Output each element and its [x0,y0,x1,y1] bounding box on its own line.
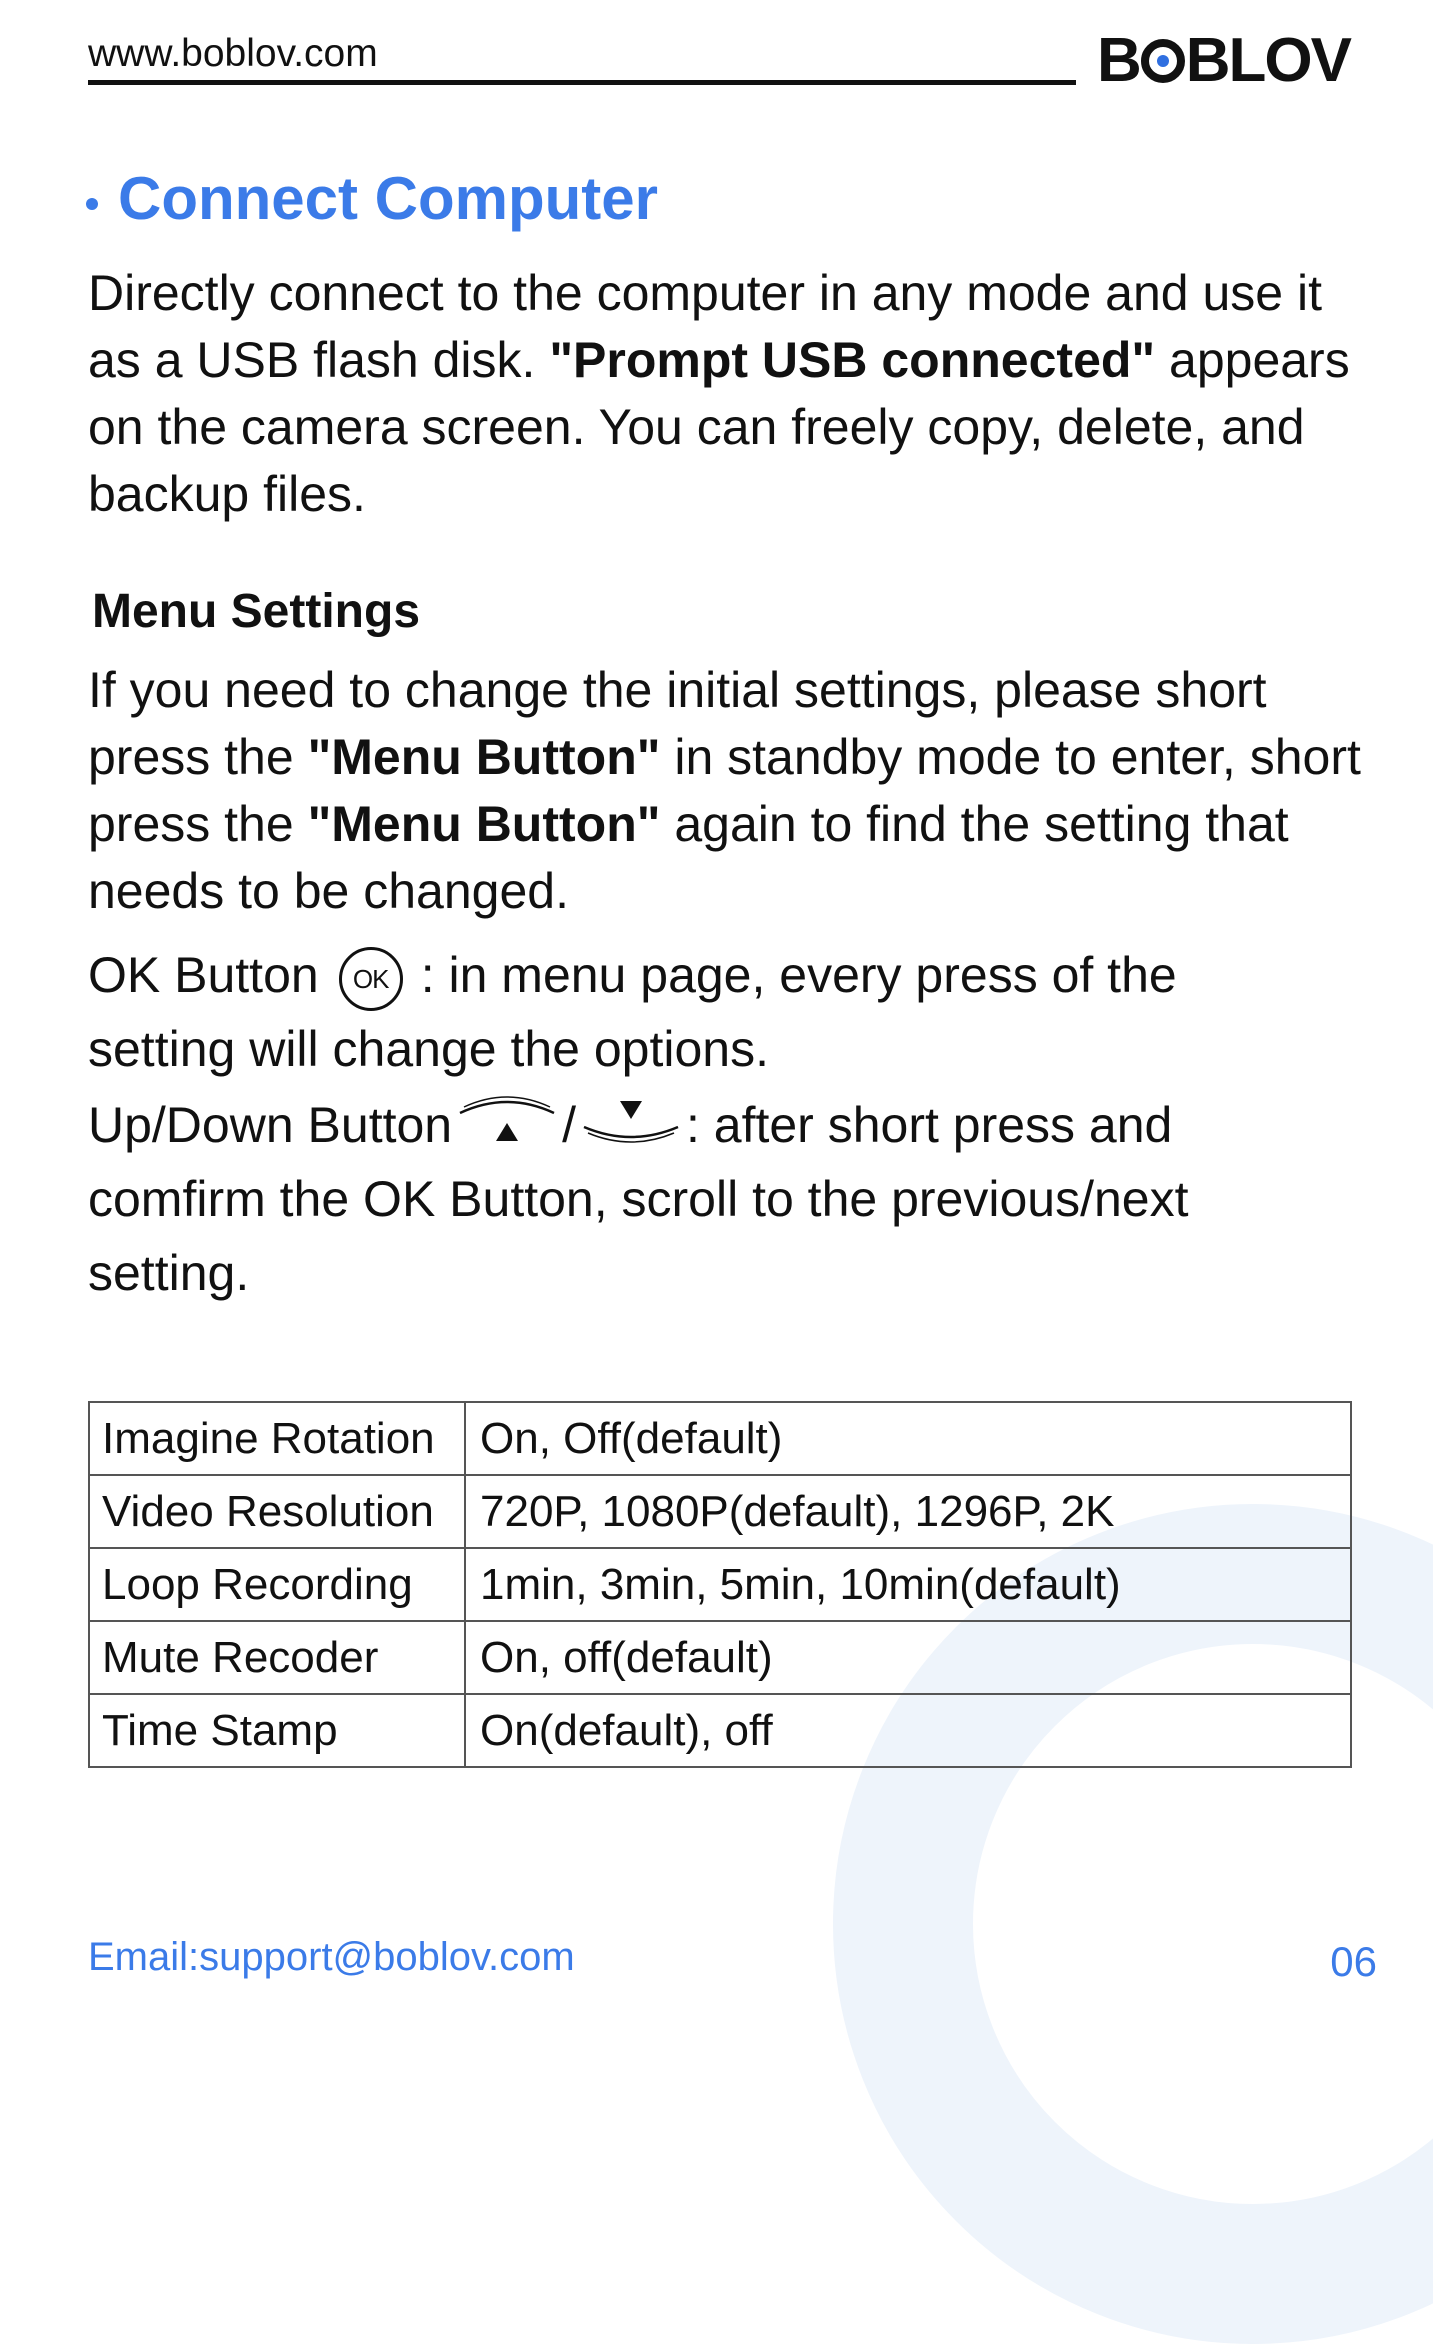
setting-name-cell: Video Resolution [89,1475,465,1548]
updown-desc-line3: setting. [88,1245,250,1301]
table-row [89,1402,1351,1475]
table-row [89,1621,1351,1694]
table-row [89,1694,1351,1767]
logo-o-ring-icon [1141,39,1185,83]
paragraph-bold-text: "Prompt USB connected" [549,332,1156,388]
updown-desc-line2: comfirm the OK Button, scroll to the previous/next [88,1171,1189,1227]
paragraph-text: If you need to change the initial settings, please short press the [88,662,1267,785]
boblov-logo [1097,28,1350,94]
setting-name-cell: Time Stamp [89,1694,465,1767]
up-arrow-icon [452,1089,562,1169]
logo-letter-b: B [1096,26,1140,95]
page-header [88,28,1350,98]
connect-computer-paragraph [88,260,1378,528]
table-row [89,1548,1351,1621]
setting-name-cell: Mute Recoder [89,1621,465,1694]
updown-button-label: Up/Down Button [88,1097,453,1153]
setting-name-cell: Imagine Rotation [89,1402,465,1475]
paragraph-text: appears on the camera screen. You can freely copy, delete, and backup files. [88,332,1350,522]
menu-settings-paragraph [88,657,1378,925]
setting-name-cell: Loop Recording [89,1548,465,1621]
bullet-icon [86,198,98,210]
updown-separator: / [562,1097,576,1153]
paragraph-bold-text: "Menu Button" [307,729,661,785]
ok-button-desc-line2: setting will change the options. [88,1021,769,1077]
menu-settings-heading: Menu Settings [92,585,421,638]
section-title-text: Connect Computer [118,165,658,232]
paragraph-text: in standby mode to enter, short press the [88,729,1361,852]
header-rule [88,80,1076,85]
table-row [89,1475,1351,1548]
ok-button-line [88,938,1177,1012]
paragraph-text: again to find the setting that needs to be changed. [88,796,1289,919]
ok-button-desc: : in menu page, every press of the [420,947,1177,1003]
ok-button-label: OK Button [88,947,319,1003]
logo-letters-blov: BLOV [1185,26,1350,95]
setting-options-cell: On, Off(default) [465,1402,1351,1475]
page-number: 06 [1330,1938,1377,1985]
header-url: www.boblov.com [88,32,378,75]
setting-options-cell: On(default), off [465,1694,1351,1767]
updown-button-line [88,1088,1172,1169]
footer-email: Email:support@boblov.com [88,1935,575,1979]
setting-options-cell: On, off(default) [465,1621,1351,1694]
down-arrow-icon [576,1089,686,1169]
updown-button-desc: : after short press and [686,1097,1173,1153]
setting-options-cell: 720P, 1080P(default), 1296P, 2K [465,1475,1351,1548]
paragraph-bold-text: "Menu Button" [307,796,661,852]
setting-options-cell: 1min, 3min, 5min, 10min(default) [465,1548,1351,1621]
section-title [86,164,658,233]
ok-button-icon: OK [339,947,403,1011]
paragraph-text: Directly connect to the computer in any mode and use it as a USB flash disk. [88,265,1322,388]
settings-table [88,1401,1352,1768]
